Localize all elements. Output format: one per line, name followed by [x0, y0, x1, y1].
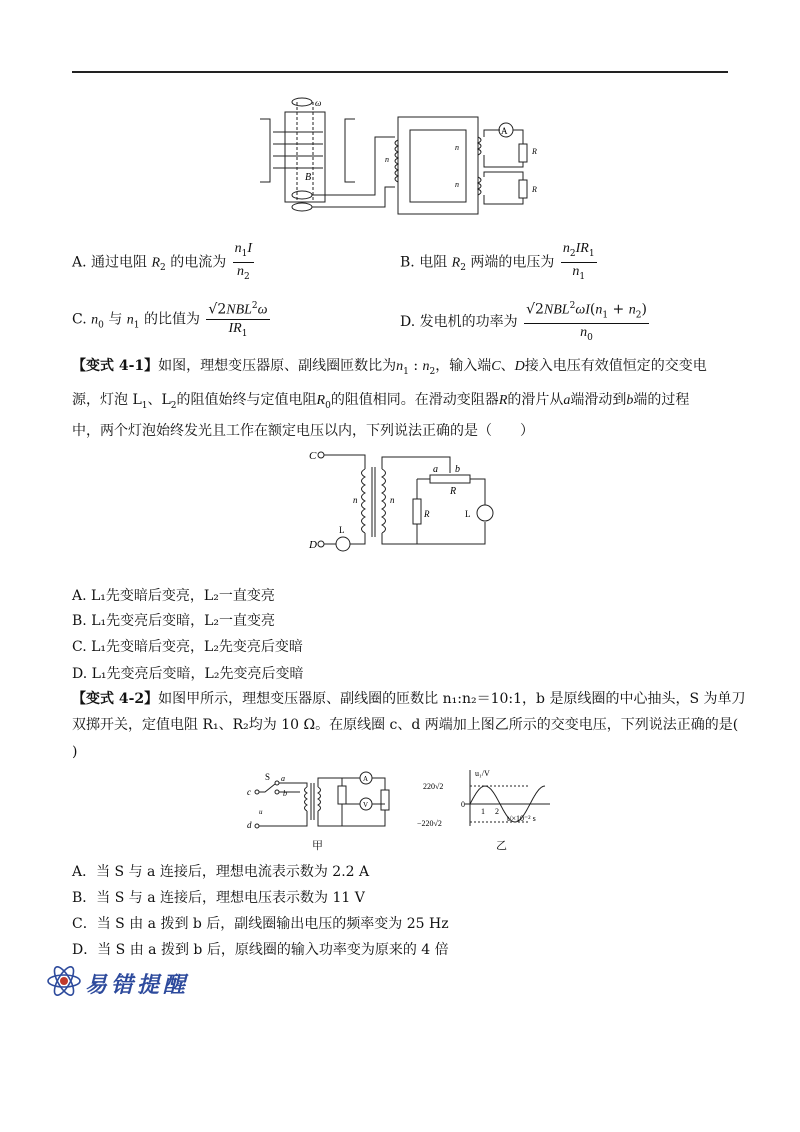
- y-tick-zero: 0: [461, 800, 465, 809]
- x-axis-label: t/×10⁻² s: [507, 814, 536, 823]
- q41-line-1: 【变式 4-1】如图，理想变压器原、副线圈匝数比为$n_1$ : $n_2$，输入端C、D接入电压有效值恒定的交变电: [72, 358, 707, 377]
- svg-text:c: c: [247, 787, 251, 797]
- q42-option-d: D．当 S 由 a 拨到 b 后，原线圈的输入功率变为原来的 4 倍: [72, 942, 449, 958]
- svg-text:R: R: [450, 486, 457, 497]
- q41-line-2: 源，灯泡 $L_1$、$L_2$的阻值始终与定值电阻$R_0$的阻值相同。在滑动变阻器R的滑片从a端滑动到b端的过程: [72, 392, 690, 411]
- svg-text:R: R: [532, 185, 537, 194]
- q41-option-b: B. L₁先变亮后变暗，L₂一直变亮: [72, 613, 276, 629]
- svg-text:ω: ω: [315, 98, 322, 108]
- svg-text:n: n: [455, 143, 459, 152]
- q42-line-1: 【变式 4-2】如图甲所示，理想变压器原、副线圈的匝数比 n₁:n₂＝10:1，b 是原线圈的中心抽头，S 为单刀: [72, 691, 746, 707]
- q41-option-c: C. L₁先变暗后变亮，L₂先变亮后变暗: [72, 639, 303, 655]
- q41-option-a: A. L₁先变暗后变亮，L₂一直变亮: [72, 588, 275, 604]
- q42-line-2: 双掷开关，定值电阻 R₁、R₂均为 10 Ω。在原线圈 c、d 两端加上图乙所示的交变电压，下列说法正确的是(: [72, 717, 739, 733]
- svg-text:a: a: [433, 464, 438, 475]
- svg-text:L: L: [339, 525, 345, 535]
- q41-circuit-figure: [305, 447, 505, 557]
- svg-text:b: b: [455, 464, 460, 475]
- q42-circuit-figure-jia: [245, 770, 405, 832]
- caption-jia: 甲: [312, 839, 323, 852]
- svg-text:C: C: [309, 450, 317, 462]
- header-rule: [72, 71, 728, 73]
- y-tick-top: 220√2: [423, 782, 444, 791]
- q42-option-c: C．当 S 由 a 拨到 b 后，副线圈输出电压的频率变为 25 Hz: [72, 916, 449, 932]
- q41-option-d: D. L₁先变亮后变暗，L₂先变亮后变暗: [72, 666, 304, 682]
- svg-text:A: A: [363, 775, 369, 783]
- x-tick-2: 2: [495, 807, 499, 816]
- logo-title: 易错提醒: [85, 972, 190, 998]
- generator-transformer-figure: [255, 92, 555, 220]
- q42-line-3: ): [72, 744, 78, 760]
- voltage-waveform-chart: [415, 766, 565, 836]
- svg-text:d: d: [247, 820, 252, 830]
- svg-text:S: S: [265, 772, 271, 782]
- svg-text:R: R: [532, 147, 537, 156]
- option-b: B. 电阻 $R_2$ 两端的电压为 $\frac{n_2IR_1}{n_1}$: [400, 241, 595, 282]
- option-a: A. 通过电阻 $R_2$ 的电流为 $\frac{n_1I}{n_2}$: [72, 241, 253, 282]
- svg-text:n: n: [353, 495, 358, 505]
- svg-text:b: b: [283, 789, 287, 798]
- svg-text:R: R: [424, 509, 430, 519]
- svg-text:D: D: [309, 539, 317, 551]
- y-axis-label: u₁/V: [475, 769, 490, 778]
- svg-text:n: n: [385, 155, 389, 164]
- svg-text:A: A: [501, 126, 508, 136]
- atom-icon: [46, 963, 82, 999]
- svg-text:a: a: [281, 774, 285, 783]
- option-c: C. $n_0$ 与 $n_1$ 的比值为 $\frac{√2NBL^2\omega}{IR_1}$: [72, 298, 272, 341]
- svg-text:B: B: [305, 172, 312, 183]
- y-tick-bottom: −220√2: [417, 819, 442, 828]
- svg-text:n: n: [455, 180, 459, 189]
- svg-text:V: V: [363, 801, 369, 809]
- option-d: D. 发电机的功率为 $\frac{√2NBL^2\omega I(n_1 + n_2)}{n_0}$: [400, 298, 651, 346]
- q42-option-a: A．当 S 与 a 连接后，理想电流表示数为 2.2 A: [72, 864, 370, 880]
- q42-option-b: B．当 S 与 a 连接后，理想电压表示数为 11 V: [72, 890, 365, 906]
- svg-text:n: n: [390, 495, 395, 505]
- svg-text:L: L: [465, 509, 471, 519]
- q41-line-3: 中，两个灯泡始终发光且工作在额定电压以内，下列说法正确的是（ ）: [72, 423, 534, 439]
- svg-text:u: u: [259, 808, 263, 816]
- x-tick-1: 1: [481, 807, 485, 816]
- caption-yi: 乙: [496, 839, 507, 852]
